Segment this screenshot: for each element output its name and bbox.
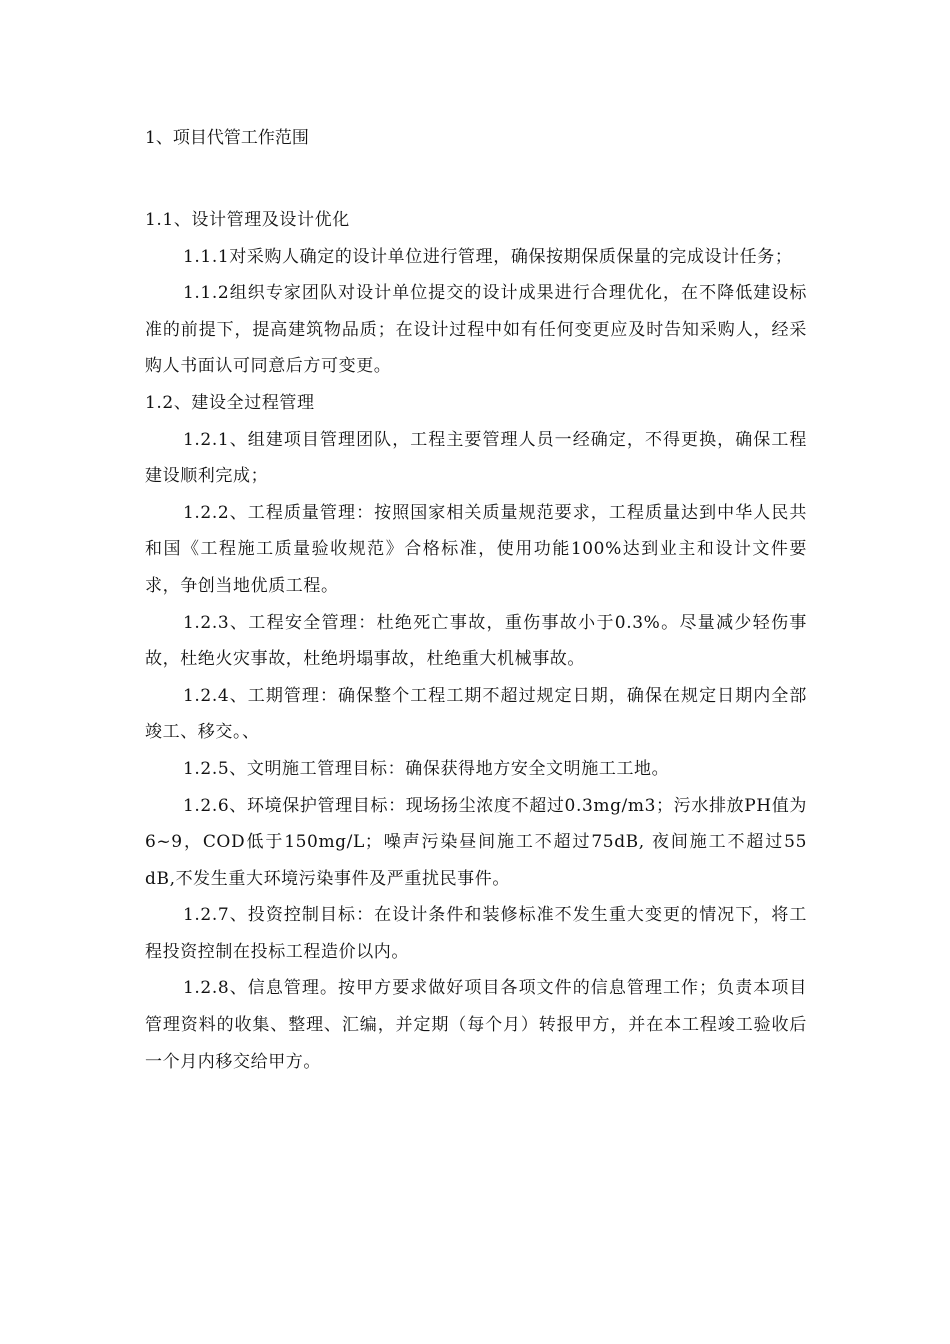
document-heading: 1、项目代管工作范围 [145,128,309,148]
document-body [145,202,807,1080]
paragraph: 1.2.6、环境保护管理目标：现场扬尘浓度不超过0.3mg/m3；污水排放PH值为6~9，COD低于150mg/L；噪声污染昼间施工不超过75dB, 夜间施工不超过55 dB,不发生重大环境污染事件及严重扰民事件。 [145,795,807,889]
paragraph: 1.1.2组织专家团队对设计单位提交的设计成果进行合理优化，在不降低建设标准的前提下，提高建筑物品质；在设计过程中如有任何变更应及时告知采购人，经采购人书面认可同意后方可变更。 [145,283,807,377]
paragraph: 1.2.1、组建项目管理团队，工程主要管理人员一经确定，不得更换，确保工程建设顺利完成； [145,429,807,487]
paragraph: 1.2.5、文明施工管理目标：确保获得地方安全文明施工工地。 [183,758,670,779]
paragraph: 1.2.3、工程安全管理：杜绝死亡事故，重伤事故小于0.3%。尽量减少轻伤事故，杜绝火灾事故，杜绝坍塌事故，杜绝重大机械事故。 [145,612,807,670]
section-title: 1.2、建设全过程管理 [145,392,315,413]
paragraph: 1.2.4、工期管理：确保整个工程工期不超过规定日期，确保在规定日期内全部竣工、移交。、 [145,685,807,743]
paragraph: 1.2.7、投资控制目标：在设计条件和装修标准不发生重大变更的情况下，将工程投资控制在投标工程造价以内。 [145,905,807,962]
paragraph: 1.2.8、信息管理。按甲方要求做好项目各项文件的信息管理工作；负责本项目管理资料的收集、整理、汇编，并定期（每个月）转报甲方，并在本工程竣工验收后一个月内移交给甲方。 [145,978,807,1072]
paragraph: 1.1.1对采购人确定的设计单位进行管理，确保按期保质保量的完成设计任务； [183,246,793,267]
section-title: 1.1、设计管理及设计优化 [145,210,350,230]
paragraph: 1.2.2、工程质量管理：按照国家相关质量规范要求，工程质量达到中华人民共和国《工程施工质量验收规范》合格标准，使用功能100%达到业主和设计文件要求，争创当地优质工程。 [145,502,807,596]
